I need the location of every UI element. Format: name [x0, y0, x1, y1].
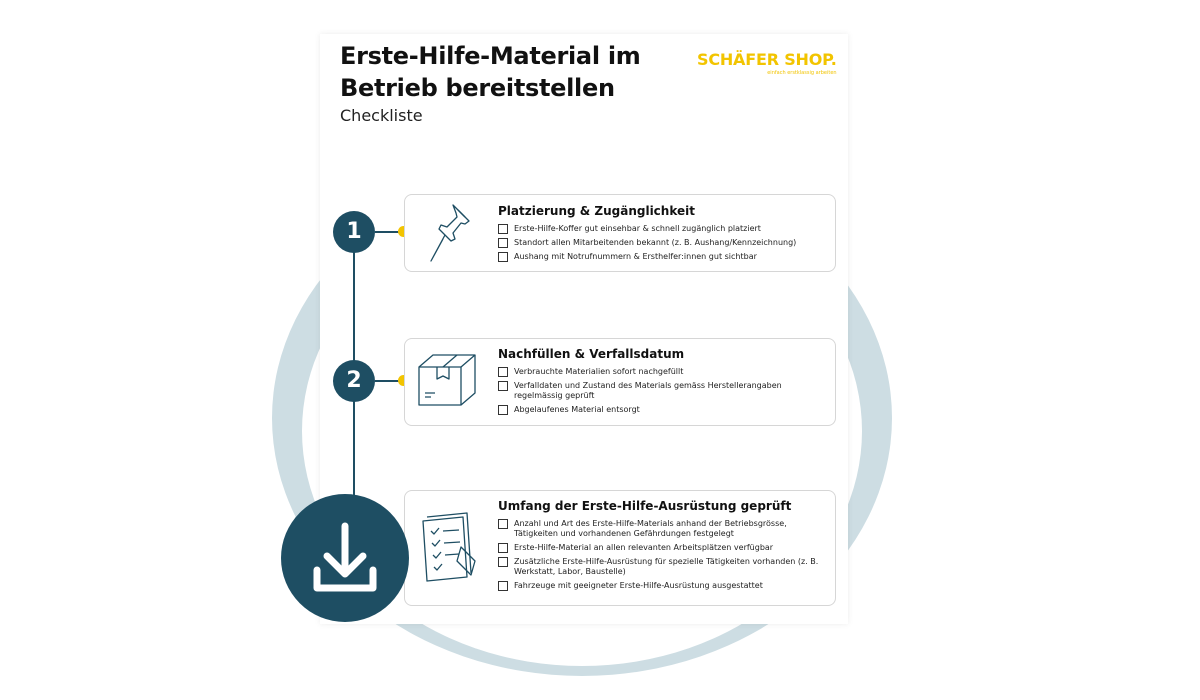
checklist-item	[498, 238, 825, 248]
checkbox[interactable]	[498, 367, 508, 377]
section-title-2: Nachfüllen & Verfallsdatum	[498, 347, 685, 361]
item-text: Verbrauchte Materialien sofort nachgefüllt	[514, 367, 684, 376]
download-button[interactable]	[281, 494, 409, 622]
item-text: Standort allen Mitarbeitenden bekannt (z. B. Aushang/Kennzeichnung)	[514, 238, 797, 247]
checklist-item	[498, 519, 825, 539]
section-body-2	[498, 347, 825, 419]
checklist-item	[498, 252, 825, 262]
box-icon	[413, 349, 485, 413]
item-text: Zusätzliche Erste-Hilfe-Ausrüstung für spezielle Tätigkeiten vorhanden (z. B. Werkstatt, Labor, Baustelle)	[514, 557, 819, 576]
step-number-2: 2	[333, 360, 375, 402]
checkbox[interactable]	[498, 238, 508, 248]
item-text: Anzahl und Art des Erste-Hilfe-Materials anhand der Betriebsgrösse, Tätigkeiten und vorhandenen Gefährdungen festgelegt	[514, 519, 787, 538]
checklist-clipboard-icon	[413, 511, 485, 591]
checkbox[interactable]	[498, 519, 508, 529]
section-card-2	[404, 338, 836, 426]
download-icon	[281, 494, 409, 622]
checkbox[interactable]	[498, 557, 508, 567]
checkbox[interactable]	[498, 543, 508, 553]
step-number-1: 1	[333, 211, 375, 253]
checklist-item	[498, 405, 825, 415]
item-text: Abgelaufenes Material entsorgt	[514, 405, 640, 414]
item-text: Erste-Hilfe-Koffer gut einsehbar & schnell zugänglich platziert	[514, 224, 761, 233]
checkbox[interactable]	[498, 224, 508, 234]
section-card-1	[404, 194, 836, 272]
item-text: Aushang mit Notrufnummern & Ersthelfer:innen gut sichtbar	[514, 252, 757, 261]
checklist-item	[498, 543, 825, 553]
checklist-item	[498, 367, 825, 377]
brand-tagline: einfach erstklassig arbeiten	[767, 70, 837, 76]
checkbox[interactable]	[498, 252, 508, 262]
checkbox[interactable]	[498, 405, 508, 415]
section-title-1: Platzierung & Zugänglichkeit	[498, 204, 695, 218]
section-title-3: Umfang der Erste-Hilfe-Ausrüstung geprüft	[498, 499, 792, 513]
item-text: Verfalldaten und Zustand des Materials gemäss Herstellerangaben regelmässig geprüft	[514, 381, 782, 400]
checklist-item	[498, 557, 825, 577]
checklist-item	[498, 224, 825, 234]
section-body-1	[498, 204, 825, 266]
item-text: Erste-Hilfe-Material an allen relevanten Arbeitsplätzen verfügbar	[514, 543, 774, 552]
pushpin-icon	[413, 199, 485, 271]
checklist-item	[498, 581, 825, 591]
document-title: Erste-Hilfe-Material im Betrieb bereitstellen	[340, 42, 641, 102]
checklist-item	[498, 381, 825, 401]
item-text: Fahrzeuge mit geeigneter Erste-Hilfe-Ausrüstung ausgestattet	[514, 581, 763, 590]
section-body-3	[498, 499, 825, 595]
checkbox[interactable]	[498, 581, 508, 591]
section-card-3	[404, 490, 836, 606]
document-subtitle: Checkliste	[340, 106, 423, 125]
brand-logo	[697, 50, 837, 76]
brand-name: SCHÄFER SHOP.	[697, 50, 837, 69]
checkbox[interactable]	[498, 381, 508, 391]
